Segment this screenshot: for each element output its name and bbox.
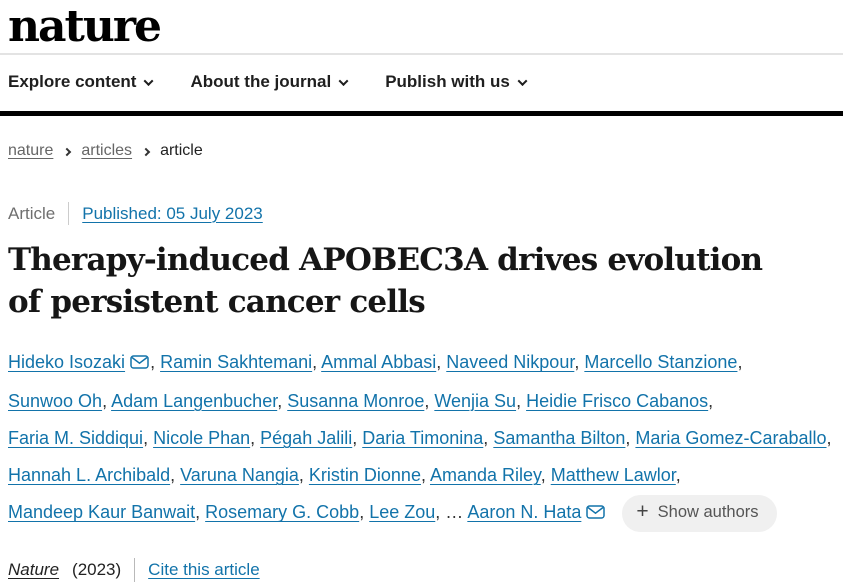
author-link[interactable]: Naveed Nikpour <box>446 352 575 373</box>
author-link[interactable]: Marcello Stanzione <box>584 352 738 373</box>
author-link[interactable]: Nicole Phan <box>153 427 251 448</box>
author-link[interactable]: Maria Gomez-Caraballo <box>635 427 827 448</box>
breadcrumb <box>8 142 835 160</box>
author-link[interactable]: Wenjia Su <box>434 390 517 411</box>
author-separator: , <box>312 352 322 373</box>
meta-divider <box>68 202 69 225</box>
chevron-down-icon <box>339 76 349 86</box>
author-link[interactable]: Matthew Lawlor <box>550 465 676 486</box>
author-link[interactable]: Heidie Frisco Cabanos <box>526 390 709 411</box>
author-separator: , <box>143 427 154 448</box>
author-link[interactable]: Lee Zou <box>369 502 436 523</box>
author-link[interactable]: Amanda Riley <box>429 465 541 486</box>
article-type-label: Article <box>8 203 56 223</box>
author-separator: , <box>826 427 832 448</box>
nav-item-publish-with-us[interactable] <box>385 72 526 92</box>
author-link[interactable]: Samantha Bilton <box>493 427 626 448</box>
author-link[interactable]: Varuna Nangia <box>180 465 299 486</box>
logo-row <box>0 0 843 53</box>
article-header <box>0 142 843 582</box>
nav-item-about-the-journal[interactable] <box>190 72 347 92</box>
author-link[interactable]: Mandeep Kaur Banwait <box>8 502 196 523</box>
author-separator: , <box>436 352 447 373</box>
nav-item-label: Publish with us <box>385 72 510 91</box>
author-separator: , <box>102 390 112 411</box>
show-authors-button[interactable] <box>622 495 776 531</box>
nav-item-label: Explore content <box>8 72 137 91</box>
author-link[interactable]: Hideko Isozaki <box>8 352 126 373</box>
author-separator: , <box>483 427 494 448</box>
author-separator: , <box>150 352 161 373</box>
author-separator: , <box>737 352 743 373</box>
journal-link[interactable]: Nature <box>8 559 60 579</box>
chevron-right-icon <box>63 147 71 155</box>
breadcrumb-current: article <box>160 142 203 159</box>
author-link[interactable]: Pégah Jalili <box>260 427 353 448</box>
author-link[interactable]: Adam Langenbucher <box>111 390 278 411</box>
citation-year: (2023) <box>72 559 122 579</box>
author-link[interactable]: Hannah L. Archibald <box>8 465 171 486</box>
author-separator: , <box>516 390 527 411</box>
nav-item-explore-content[interactable] <box>8 72 152 92</box>
author-separator: , <box>540 465 551 486</box>
published-date-link[interactable]: Published: 05 July 2023 <box>82 203 263 223</box>
envelope-icon[interactable] <box>130 345 149 382</box>
author-separator: , <box>195 502 206 523</box>
breadcrumb-link-articles[interactable]: articles <box>81 142 133 159</box>
plus-icon <box>636 501 648 524</box>
author-separator: , <box>708 390 714 411</box>
chevron-down-icon <box>144 76 154 86</box>
author-link[interactable]: Kristin Dionne <box>308 465 421 486</box>
author-separator: , <box>359 502 370 523</box>
author-separator: , <box>277 390 288 411</box>
author-separator: , <box>675 465 681 486</box>
page-title: Therapy-induced APOBEC3A drives evolution of persistent cancer cells <box>8 242 763 321</box>
author-separator: , <box>574 352 585 373</box>
cite-this-article-link[interactable]: Cite this article <box>148 559 260 579</box>
primary-nav <box>0 55 843 111</box>
nav-bottom-bar <box>0 111 843 116</box>
author-separator: , <box>625 427 636 448</box>
citation-row <box>8 558 835 582</box>
author-separator: , <box>352 427 363 448</box>
author-link[interactable]: Susanna Monroe <box>287 390 425 411</box>
chevron-down-icon <box>517 76 527 86</box>
author-link[interactable]: Daria Timonina <box>362 427 484 448</box>
author-separator: , <box>298 465 309 486</box>
author-separator: , <box>170 465 181 486</box>
author-link[interactable]: Rosemary G. Cobb <box>205 502 360 523</box>
envelope-icon[interactable] <box>586 495 605 532</box>
show-authors-label: Show authors <box>657 503 759 522</box>
author-link[interactable]: Faria M. Siddiqui <box>8 427 144 448</box>
nature-logo[interactable]: nature <box>8 1 160 52</box>
nav-item-label: About the journal <box>190 72 332 91</box>
author-separator: , <box>424 390 435 411</box>
author-link[interactable]: Ammal Abbasi <box>321 352 437 373</box>
author-link[interactable]: Sunwoo Oh <box>8 390 103 411</box>
author-link[interactable]: Ramin Sakhtemani <box>160 352 313 373</box>
author-separator: , <box>420 465 430 486</box>
author-link[interactable]: Aaron N. Hata <box>467 502 582 523</box>
chevron-right-icon <box>142 147 150 155</box>
article-meta <box>8 202 835 225</box>
author-separator: , <box>435 502 446 523</box>
author-list <box>8 344 835 532</box>
site-header <box>0 0 843 116</box>
breadcrumb-link-nature[interactable]: nature <box>8 142 54 159</box>
authors-ellipsis: … <box>445 502 464 523</box>
citation-divider <box>134 558 135 582</box>
author-separator: , <box>250 427 261 448</box>
